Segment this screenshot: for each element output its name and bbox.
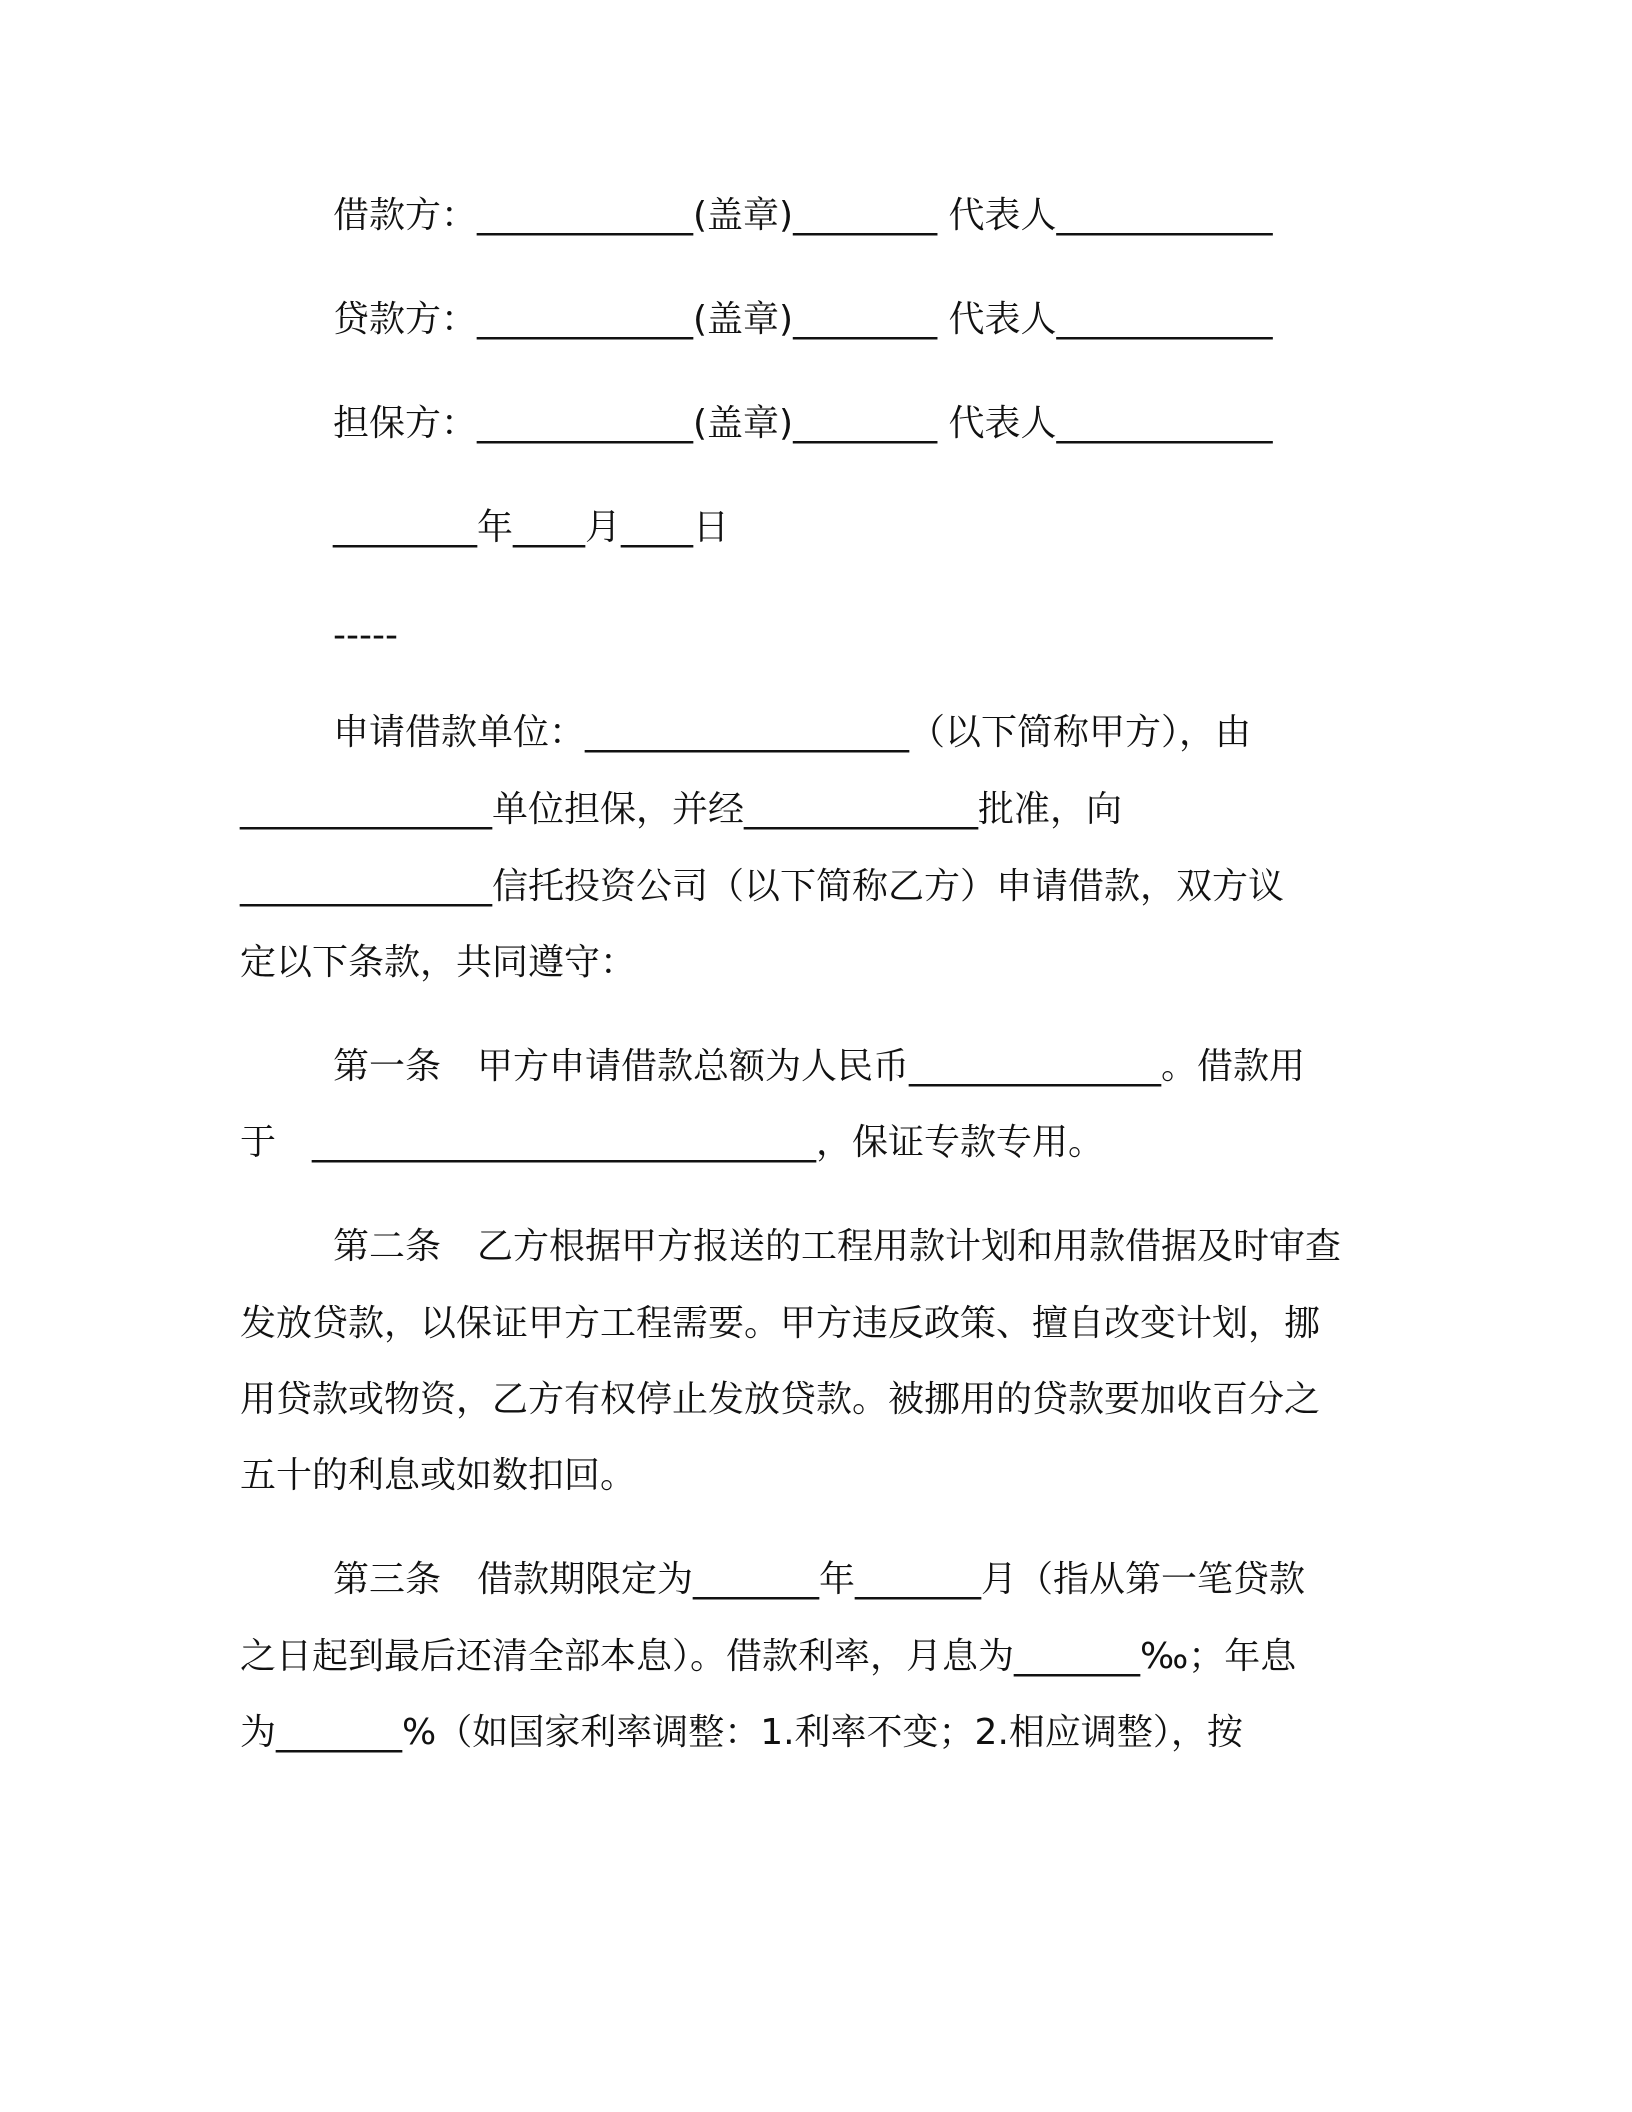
intro-line: 申请借款单位：__________________（以下简称甲方），由 — [333, 712, 1252, 753]
separator: ----- — [333, 615, 398, 656]
article-2-line: 发放贷款，以保证甲方工程需要。甲方违反政策、擅自改变计划，挪 — [240, 1303, 1321, 1344]
article-3-line: 第三条 借款期限定为_______年_______月（指从第一笔贷款 — [333, 1559, 1306, 1600]
article-2-line: 五十的利息或如数扣回。 — [240, 1455, 637, 1496]
date-line: ________年____月____日 — [333, 507, 729, 548]
guarantor-signature-line: 担保方：____________(盖章)________ 代表人____________ — [333, 403, 1273, 444]
intro-line: 定以下条款，共同遵守： — [240, 942, 637, 983]
article-3-line: 为_______%（如国家利率调整：1.利率不变；2.相应调整），按 — [240, 1712, 1243, 1753]
article-1-line: 于 ____________________________，保证专款专用。 — [240, 1122, 1105, 1163]
article-2-line: 第二条 乙方根据甲方报送的工程用款计划和用款借据及时审查 — [333, 1226, 1342, 1267]
article-3-line: 之日起到最后还清全部本息）。借款利率，月息为_______‰；年息 — [240, 1636, 1297, 1677]
lender-signature-line: 贷款方：____________(盖章)________ 代表人____________ — [333, 299, 1273, 340]
intro-line: ______________信托投资公司（以下简称乙方）申请借款，双方议 — [240, 866, 1285, 907]
borrower-signature-line: 借款方：____________(盖章)________ 代表人____________ — [333, 195, 1273, 236]
intro-line: ______________单位担保，并经_____________批准，向 — [240, 789, 1123, 830]
article-2-line: 用贷款或物资，乙方有权停止发放贷款。被挪用的贷款要加收百分之 — [240, 1379, 1321, 1420]
article-1-line: 第一条 甲方申请借款总额为人民币______________。借款用 — [333, 1046, 1306, 1087]
